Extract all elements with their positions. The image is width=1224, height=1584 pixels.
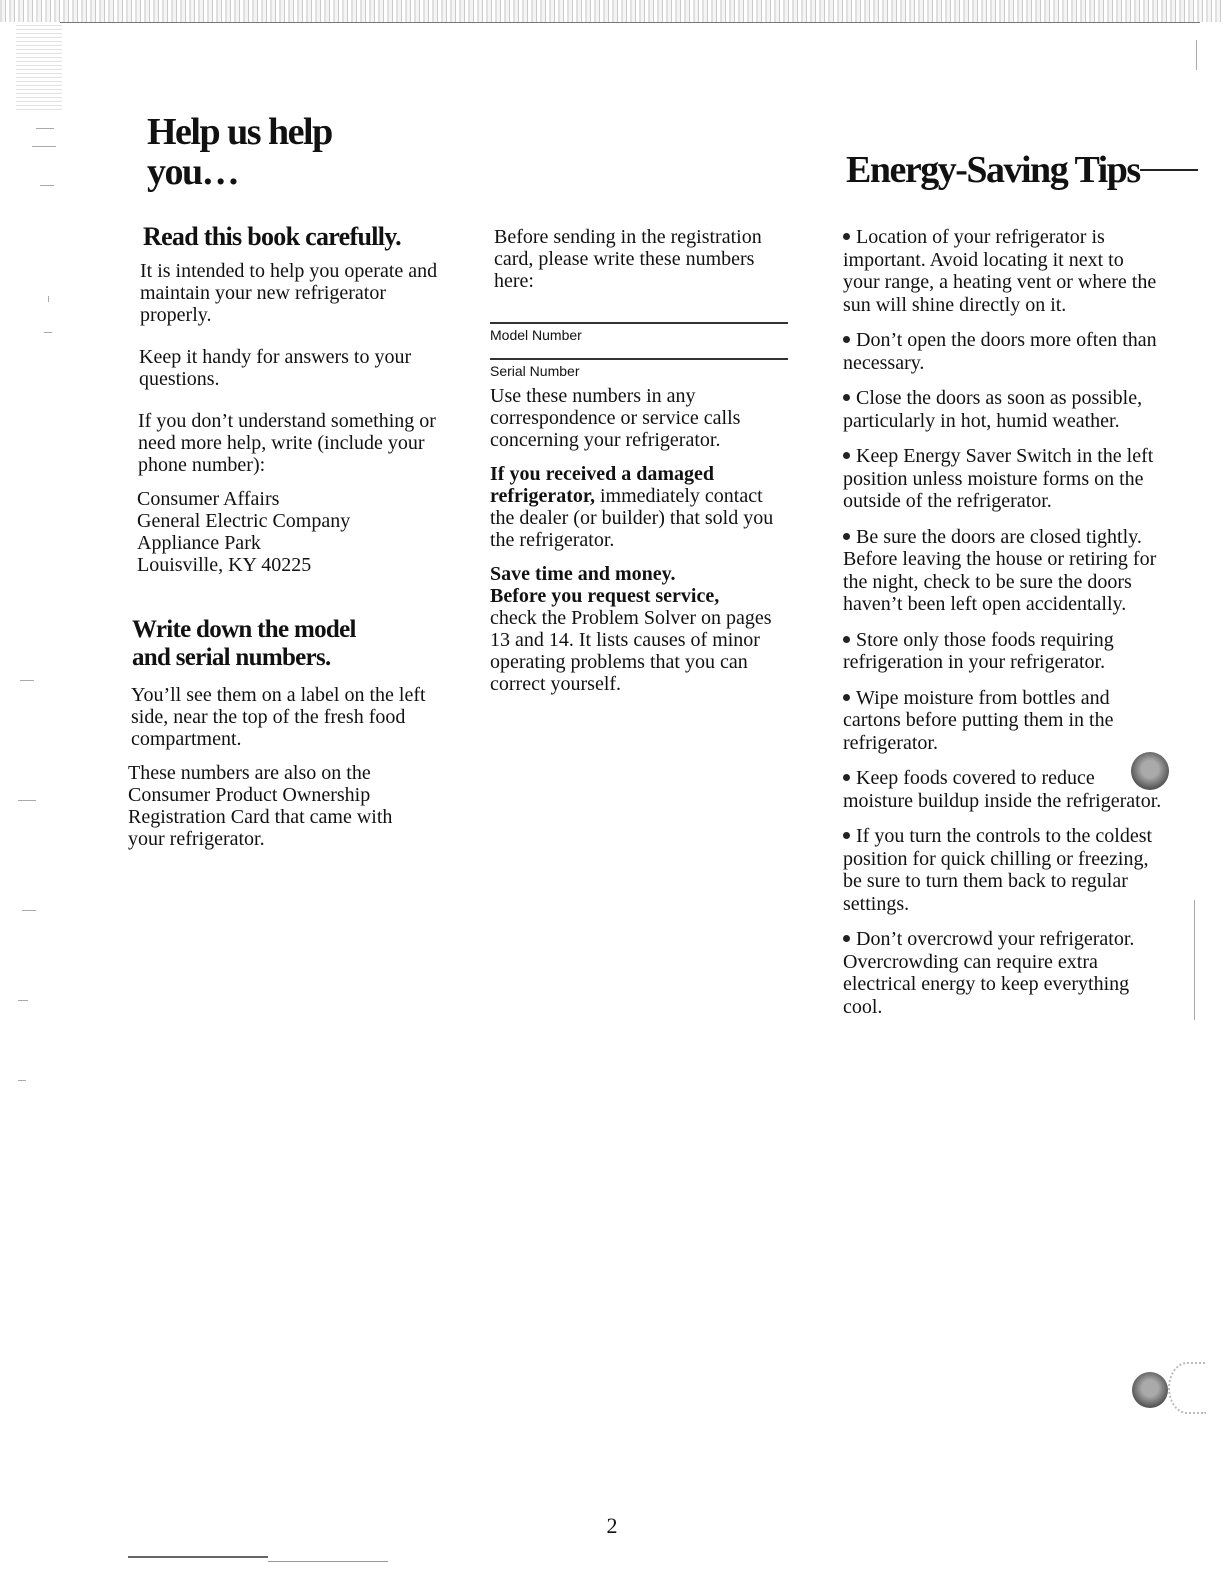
energy-tips-title: Energy-Saving Tips xyxy=(846,149,1140,191)
bullet-icon xyxy=(843,336,850,343)
read-book-heading: Read this book carefully. xyxy=(143,222,401,251)
scan-bottom-rule xyxy=(128,1556,268,1558)
save-time-paragraph xyxy=(490,563,790,695)
bullet-icon xyxy=(843,832,850,839)
scan-margin-mark xyxy=(22,910,36,911)
scan-margin-mark xyxy=(18,800,36,801)
tip-item: If you turn the controls to the coldest position for quick chilling or freezing, be sure to turn them back to regular settings. xyxy=(843,825,1153,915)
tip-item: Keep Energy Saver Switch in the left position unless moisture forms on the outside of the refrigerator. xyxy=(843,445,1154,512)
binder-hole-icon xyxy=(1132,1372,1168,1408)
scan-margin-mark xyxy=(18,1000,28,1001)
scan-margin-mark xyxy=(32,146,56,147)
address-line: Appliance Park xyxy=(137,532,261,554)
bullet-icon xyxy=(843,452,850,459)
energy-tips-list xyxy=(843,226,1163,1031)
scan-left-noise xyxy=(16,25,62,110)
write-down-heading-line2: and serial numbers. xyxy=(132,644,331,671)
scan-margin-mark xyxy=(44,332,52,333)
write-paragraph-2: These numbers are also on the Consumer Product Ownership Registration Card that came with your refrigerator. xyxy=(128,762,393,850)
address-line: Consumer Affairs xyxy=(137,488,280,510)
scan-margin-mark xyxy=(36,128,54,129)
use-numbers-paragraph: Use these numbers in any correspondence or service calls concerning your refrigerator. xyxy=(490,385,741,451)
read-paragraph-2: Keep it handy for answers to your questions. xyxy=(139,346,412,390)
write-down-heading xyxy=(132,616,450,672)
read-paragraph-3: If you don’t understand something or need more help, write (include your phone number): xyxy=(138,410,436,476)
mailing-address xyxy=(137,488,450,576)
read-paragraph-1: It is intended to help you operate and maintain your new refrigerator properly. xyxy=(140,260,438,326)
registration-intro: Before sending in the registration card, please write these numbers here: xyxy=(494,226,762,292)
write-down-heading-line1: Write down the model xyxy=(132,616,356,643)
scan-margin-mark xyxy=(48,296,49,302)
address-line: Louisville, KY 40225 xyxy=(137,554,312,576)
scan-bottom-rule xyxy=(268,1561,388,1562)
scan-margin-mark xyxy=(1196,40,1197,70)
left-column xyxy=(130,222,450,850)
tip-item: Be sure the doors are closed tightly. Before leaving the house or retiring for the night, check to be sure the doors haven’t been left open accidentally. xyxy=(843,525,1157,615)
serial-number-label: Serial Number xyxy=(490,363,580,379)
scan-top-band xyxy=(0,0,1224,22)
scan-top-rule xyxy=(60,22,1200,23)
model-number-line xyxy=(490,322,788,324)
bullet-icon xyxy=(843,233,850,240)
scan-margin-mark xyxy=(1194,900,1195,1020)
page-title-help-us: Help us help you… xyxy=(147,111,332,193)
tip-item: Don’t open the doors more often than necessary. xyxy=(843,329,1157,374)
tip-item: Keep foods covered to reduce moisture buildup inside the refrigerator. xyxy=(843,767,1162,812)
model-number-label: Model Number xyxy=(490,327,582,343)
save-time-text: check the Problem Solver on pages 13 and 14. It lists causes of minor operating problems that you can correct yourself. xyxy=(490,607,772,695)
write-paragraph-1: You’ll see them on a label on the left side, near the top of the fresh food compartment. xyxy=(131,684,426,750)
tip-item: Don’t overcrowd your refrigerator. Overcrowding can require extra electrical energy to keep everything cool. xyxy=(843,928,1135,1018)
damaged-text: immediately contact the dealer (or builder) that sold you the refrigerator. xyxy=(490,485,774,551)
binder-hole-icon xyxy=(1131,752,1169,790)
bullet-icon xyxy=(843,533,850,540)
tip-item: Close the doors as soon as possible, particularly in hot, humid weather. xyxy=(843,387,1143,432)
bullet-icon xyxy=(843,774,850,781)
title-scan-rule xyxy=(1140,169,1198,171)
before-service-lead: Before you request service, xyxy=(490,585,720,607)
tip-item: Wipe moisture from bottles and cartons before putting them in the refrigerator. xyxy=(843,686,1114,754)
binder-hole-shadow-icon xyxy=(1168,1362,1206,1414)
bullet-icon xyxy=(843,694,850,701)
bullet-icon xyxy=(843,394,850,401)
bullet-icon xyxy=(843,935,850,942)
serial-number-line xyxy=(490,358,788,360)
damaged-paragraph xyxy=(490,463,790,551)
middle-column xyxy=(490,226,800,695)
scan-margin-mark xyxy=(40,185,54,186)
tip-item: Store only those foods requiring refrigeration in your refrigerator. xyxy=(843,628,1114,673)
scan-margin-mark xyxy=(18,1080,26,1081)
bullet-icon xyxy=(843,636,850,643)
page-number: 2 xyxy=(606,1513,618,1538)
damaged-lead: If you received a damaged refrigerator, xyxy=(490,463,715,507)
scan-margin-mark xyxy=(20,680,34,681)
save-time-lead: Save time and money. xyxy=(490,563,676,585)
tip-item: Location of your refrigerator is important. Avoid locating it next to your range, a heating vent or where the sun will shine directly on it. xyxy=(843,226,1157,316)
address-line: General Electric Company xyxy=(137,510,351,532)
